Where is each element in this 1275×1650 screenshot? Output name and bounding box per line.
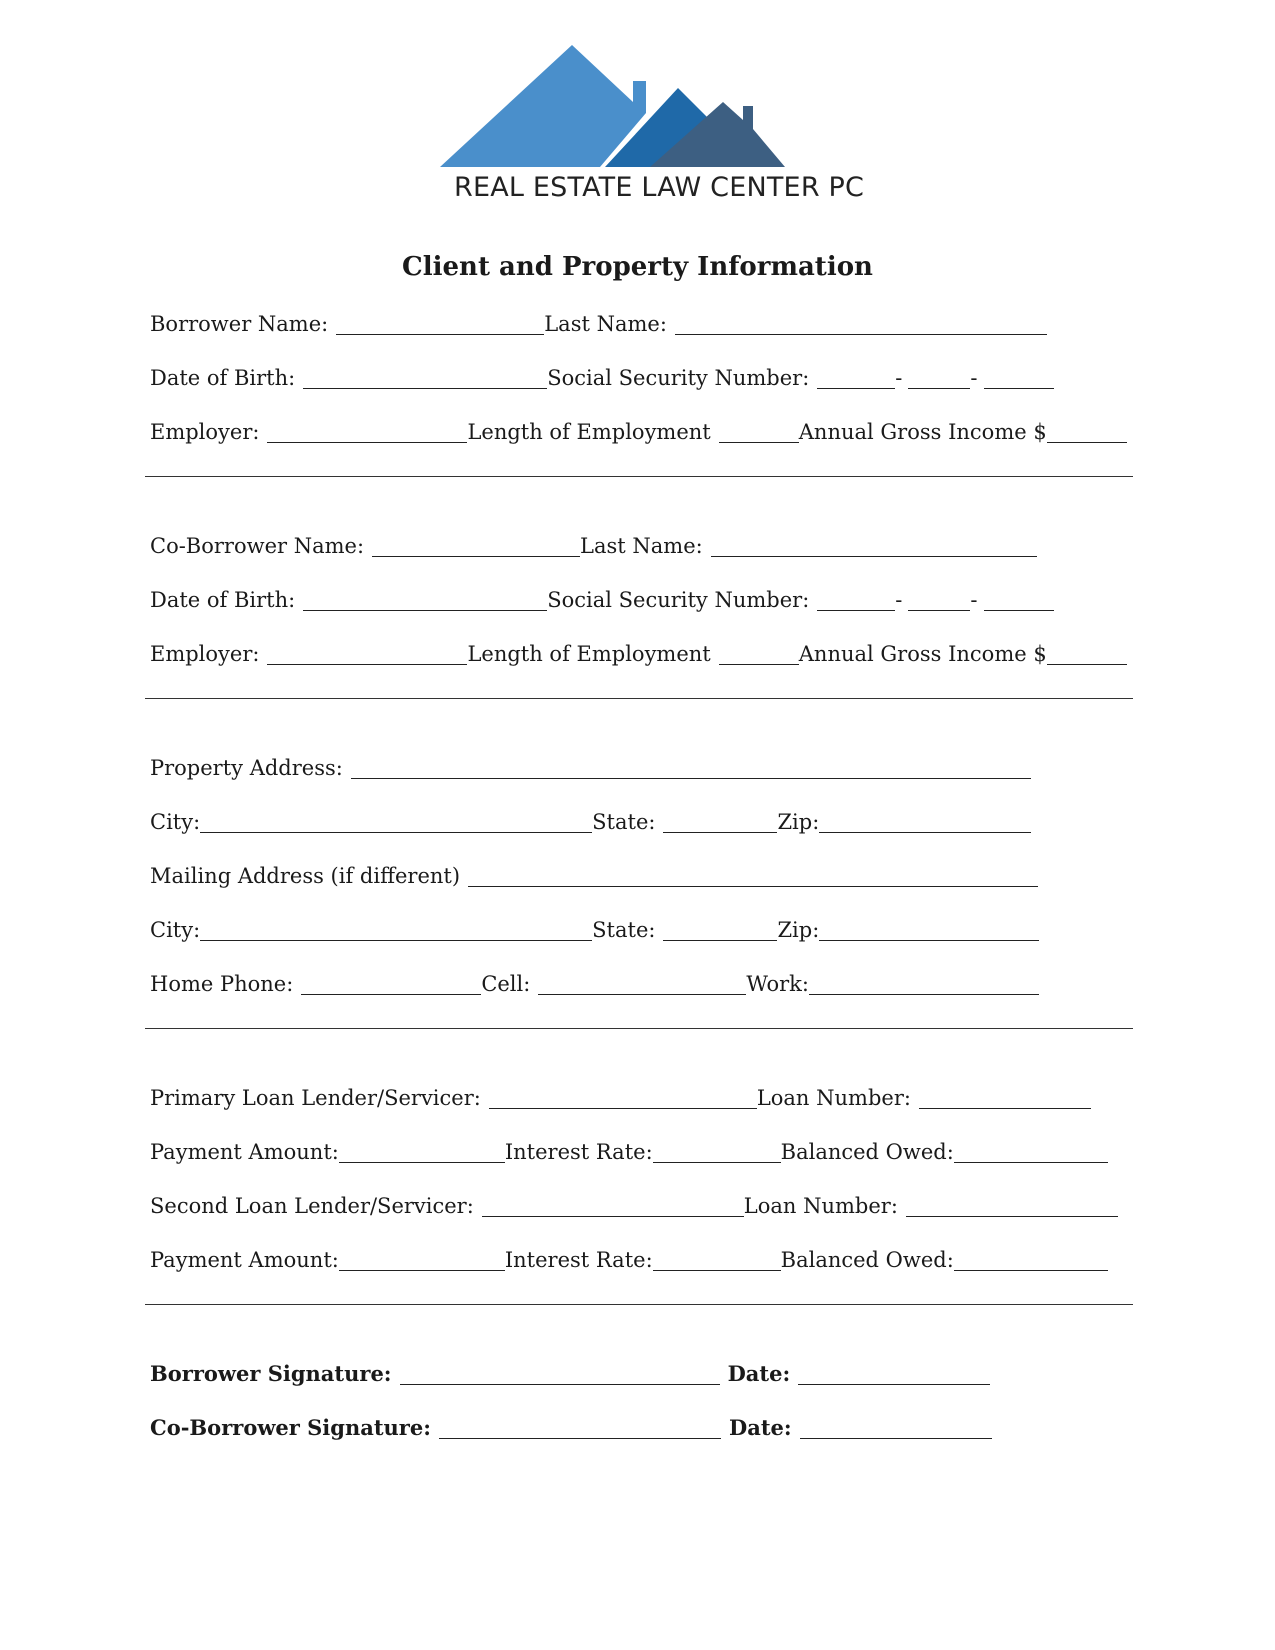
property-zip-field[interactable] — [819, 810, 1031, 833]
borrower-employer-label: Employer: — [150, 420, 260, 444]
borrower-dob-field[interactable] — [303, 366, 547, 389]
section-divider — [145, 1304, 1133, 1305]
co-borrower-signature-field[interactable] — [439, 1416, 721, 1439]
mailing-address-row — [150, 858, 1038, 888]
second-lender-label: Second Loan Lender/Servicer: — [150, 1194, 474, 1218]
loan-number-label: Loan Number: — [756, 1086, 911, 1110]
co-borrower-dob-row — [150, 582, 1054, 612]
loan-number-field[interactable] — [919, 1086, 1091, 1109]
primary-lender-field[interactable] — [489, 1086, 757, 1109]
logo-text: REAL ESTATE LAW CENTER PC — [454, 172, 865, 203]
borrower-length-field[interactable] — [719, 420, 799, 443]
interest-rate2-field[interactable] — [653, 1248, 781, 1271]
borrower-last-name-label: Last Name: — [544, 312, 667, 336]
borrower-ssn-part1[interactable] — [817, 366, 895, 389]
mailing-city-field[interactable] — [200, 918, 592, 941]
interest-rate2-label: Interest Rate: — [504, 1248, 653, 1272]
cell-field[interactable] — [538, 972, 746, 995]
borrower-last-name-field[interactable] — [675, 312, 1047, 335]
payment-amount2-field[interactable] — [339, 1248, 505, 1271]
borrower-ssn-label: Social Security Number: — [547, 366, 810, 390]
page-title: Client and Property Information — [402, 252, 873, 282]
mailing-address-label: Mailing Address (if different) — [150, 864, 461, 888]
co-borrower-employer-field[interactable] — [267, 642, 467, 665]
co-borrower-name-label: Co-Borrower Name: — [150, 534, 365, 558]
mailing-zip-field[interactable] — [819, 918, 1039, 941]
property-state-label: State: — [592, 810, 656, 834]
property-city-label: City: — [150, 810, 201, 834]
property-state-field[interactable] — [663, 810, 777, 833]
borrower-name-label: Borrower Name: — [150, 312, 329, 336]
loan-number2-label: Loan Number: — [743, 1194, 898, 1218]
interest-rate-label: Interest Rate: — [504, 1140, 653, 1164]
ssn-dash: - — [895, 588, 903, 612]
borrower-income-field[interactable] — [1047, 420, 1127, 443]
home-phone-label: Home Phone: — [150, 972, 294, 996]
co-borrower-last-name-field[interactable] — [711, 534, 1037, 557]
home-phone-field[interactable] — [301, 972, 481, 995]
payment-amount-field[interactable] — [339, 1140, 505, 1163]
mailing-city-label: City: — [150, 918, 201, 942]
section-divider — [145, 1028, 1133, 1029]
roof-logo-icon — [440, 40, 840, 170]
balance-owed-label: Balanced Owed: — [780, 1140, 954, 1164]
borrower-dob-label: Date of Birth: — [150, 366, 296, 390]
section-divider — [145, 698, 1133, 699]
payment-amount2-label: Payment Amount: — [150, 1248, 339, 1272]
mailing-state-label: State: — [592, 918, 656, 942]
borrower-date-label: Date: — [727, 1361, 791, 1386]
interest-rate-field[interactable] — [653, 1140, 781, 1163]
property-address-field[interactable] — [351, 756, 1031, 779]
cell-label: Cell: — [481, 972, 531, 996]
co-borrower-dob-label: Date of Birth: — [150, 588, 296, 612]
ssn-dash: - — [970, 588, 978, 612]
co-borrower-last-name-label: Last Name: — [580, 534, 703, 558]
borrower-signature-label: Borrower Signature: — [150, 1361, 392, 1386]
mailing-state-field[interactable] — [663, 918, 777, 941]
mailing-city-row — [150, 912, 1039, 942]
co-borrower-first-name-field[interactable] — [372, 534, 580, 557]
property-address-row — [150, 750, 1031, 780]
ssn-dash: - — [895, 366, 903, 390]
mailing-zip-label: Zip: — [777, 918, 820, 942]
primary-lender-label: Primary Loan Lender/Servicer: — [150, 1086, 481, 1110]
co-borrower-ssn-part3[interactable] — [984, 588, 1054, 611]
balance-owed-field[interactable] — [954, 1140, 1108, 1163]
borrower-employer-row — [150, 414, 1127, 444]
borrower-first-name-field[interactable] — [336, 312, 544, 335]
company-logo — [440, 40, 865, 210]
primary-lender-row — [150, 1080, 1091, 1110]
co-borrower-ssn-label: Social Security Number: — [547, 588, 810, 612]
phone-row — [150, 966, 1039, 996]
mailing-address-field[interactable] — [468, 864, 1038, 887]
co-borrower-dob-field[interactable] — [303, 588, 547, 611]
borrower-employer-field[interactable] — [267, 420, 467, 443]
co-borrower-date-label: Date: — [729, 1415, 792, 1440]
section-divider — [145, 476, 1133, 477]
work-label: Work: — [746, 972, 809, 996]
co-borrower-ssn-part2[interactable] — [908, 588, 970, 611]
co-borrower-income-field[interactable] — [1047, 642, 1127, 665]
second-lender-field[interactable] — [482, 1194, 744, 1217]
co-borrower-date-field[interactable] — [800, 1416, 992, 1439]
borrower-length-label: Length of Employment — [467, 420, 711, 444]
co-borrower-employer-row — [150, 636, 1127, 666]
borrower-ssn-part2[interactable] — [908, 366, 970, 389]
balance-owed2-field[interactable] — [954, 1248, 1108, 1271]
borrower-date-field[interactable] — [798, 1362, 990, 1385]
property-city-row — [150, 804, 1031, 834]
co-borrower-employer-label: Employer: — [150, 642, 260, 666]
co-borrower-length-field[interactable] — [719, 642, 799, 665]
second-lender-row — [150, 1188, 1118, 1218]
loan-number2-field[interactable] — [906, 1194, 1118, 1217]
co-borrower-income-label: Annual Gross Income $ — [798, 642, 1047, 666]
co-borrower-ssn-part1[interactable] — [817, 588, 895, 611]
primary-payment-row — [150, 1134, 1108, 1164]
borrower-name-row — [150, 306, 1047, 336]
borrower-income-label: Annual Gross Income $ — [798, 420, 1047, 444]
second-payment-row — [150, 1242, 1108, 1272]
work-field[interactable] — [809, 972, 1039, 995]
co-borrower-length-label: Length of Employment — [467, 642, 711, 666]
property-zip-label: Zip: — [777, 810, 820, 834]
borrower-ssn-part3[interactable] — [984, 366, 1054, 389]
borrower-signature-field[interactable] — [400, 1362, 720, 1385]
borrower-signature-row — [150, 1356, 990, 1386]
property-city-field[interactable] — [200, 810, 592, 833]
ssn-dash: - — [970, 366, 978, 390]
balance-owed2-label: Balanced Owed: — [780, 1248, 954, 1272]
co-borrower-signature-row — [150, 1410, 992, 1440]
payment-amount-label: Payment Amount: — [150, 1140, 339, 1164]
co-borrower-name-row — [150, 528, 1037, 558]
property-address-label: Property Address: — [150, 756, 343, 780]
borrower-dob-row — [150, 360, 1054, 390]
co-borrower-signature-label: Co-Borrower Signature: — [150, 1415, 431, 1440]
